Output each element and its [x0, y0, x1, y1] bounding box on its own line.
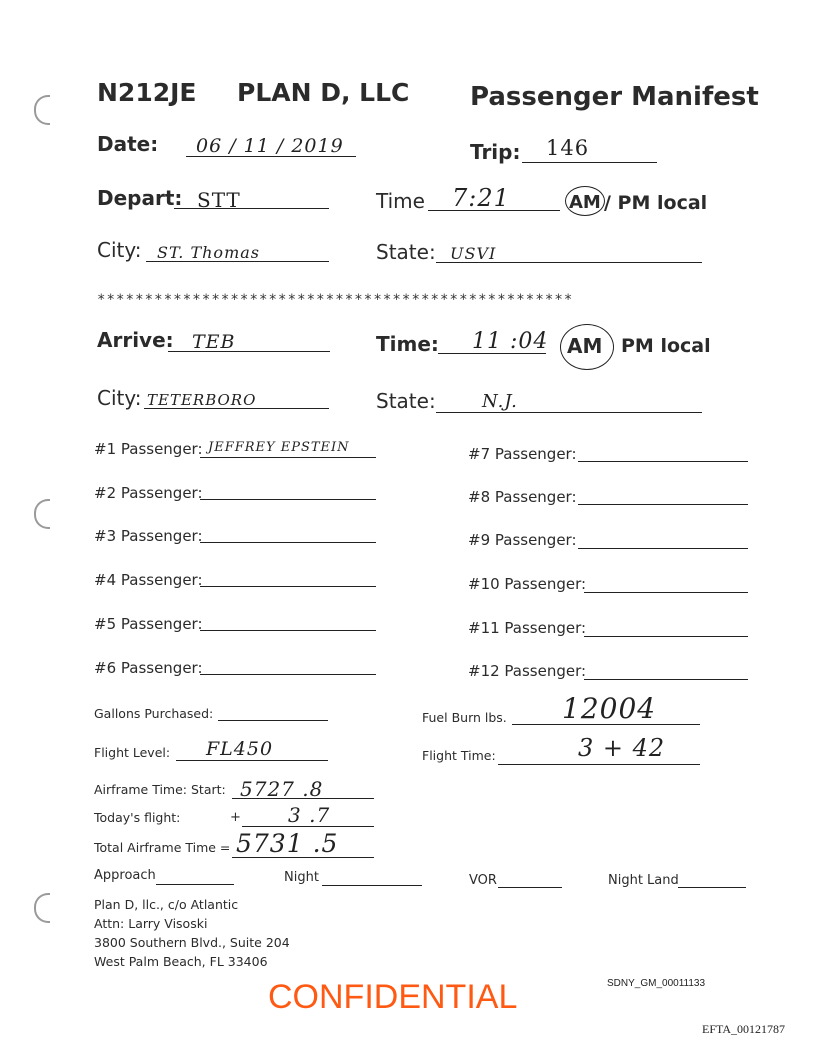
passenger-11-underline	[584, 636, 748, 637]
todays-flight-plus: +	[230, 810, 241, 825]
passenger-1-label: #1 Passenger:	[94, 440, 203, 458]
passenger-9-underline	[578, 548, 748, 549]
passenger-4-underline	[200, 586, 376, 587]
passenger-3-label: #3 Passenger:	[94, 527, 203, 545]
arrive-time-value[interactable]: 11 :04	[472, 329, 549, 354]
night-underline	[322, 885, 422, 886]
fuel-burn-underline	[512, 724, 700, 725]
arrive-state-underline	[436, 412, 702, 413]
arrive-state-label: State:	[376, 389, 436, 413]
passenger-12-label: #12 Passenger:	[468, 662, 587, 680]
depart-city-underline	[146, 261, 329, 262]
flight-level-value[interactable]: FL450	[206, 738, 274, 760]
flight-time-underline	[498, 764, 700, 765]
passenger-8-label: #8 Passenger:	[468, 488, 577, 506]
trip-underline	[522, 162, 657, 163]
total-airframe-label: Total Airframe Time =	[94, 840, 231, 855]
passenger-10-underline	[584, 592, 748, 593]
todays-flight-value[interactable]: 3 .7	[288, 803, 331, 827]
approach-underline	[156, 884, 234, 885]
separator-stars: **************************************************	[97, 292, 574, 308]
tail-number: N212JE	[97, 78, 197, 107]
address-line-2: Attn: Larry Visoski	[94, 916, 208, 931]
depart-state-label: State:	[376, 240, 436, 264]
passenger-12-underline	[584, 679, 748, 680]
gallons-purchased-label: Gallons Purchased:	[94, 706, 214, 721]
passenger-2-label: #2 Passenger:	[94, 484, 203, 502]
depart-time-value[interactable]: 7:21	[452, 184, 510, 212]
confidential-stamp: CONFIDENTIAL	[268, 978, 518, 1016]
company-name: PLAN D, LLC	[237, 78, 410, 107]
total-airframe-underline	[232, 857, 374, 858]
depart-value[interactable]: STT	[197, 188, 241, 212]
efta-bates-number: EFTA_00121787	[702, 1022, 786, 1036]
passenger-7-label: #7 Passenger:	[468, 445, 577, 463]
arrive-value[interactable]: TEB	[192, 331, 236, 353]
binder-hole-top	[34, 95, 50, 125]
depart-state-underline	[436, 262, 702, 263]
passenger-6-underline	[200, 674, 376, 675]
todays-flight-label: Today's flight:	[94, 810, 181, 825]
binder-hole-middle	[34, 499, 50, 529]
gallons-purchased-underline	[218, 720, 328, 721]
address-line-1: Plan D, llc., c/o Atlantic	[94, 897, 239, 912]
arrive-am[interactable]: AM	[567, 334, 603, 358]
date-underline	[186, 156, 356, 157]
passenger-8-underline	[578, 504, 748, 505]
flight-level-underline	[176, 760, 328, 761]
flight-time-value[interactable]: 3 + 42	[578, 734, 666, 762]
depart-time-underline	[428, 210, 560, 211]
passenger-2-underline	[200, 499, 376, 500]
arrive-label: Arrive:	[97, 328, 174, 352]
depart-city-value[interactable]: ST. Thomas	[157, 243, 260, 262]
depart-time-label: Time	[376, 189, 425, 213]
trip-value[interactable]: 146	[546, 136, 590, 160]
airframe-start-label: Airframe Time: Start:	[94, 782, 226, 797]
depart-city-label: City:	[97, 238, 142, 262]
passenger-3-underline	[200, 542, 376, 543]
arrive-underline	[168, 351, 330, 352]
airframe-start-value[interactable]: 5727 .8	[240, 777, 324, 801]
depart-underline	[174, 208, 329, 209]
arrive-city-underline	[144, 408, 329, 409]
night-land-label: Night Land	[608, 873, 679, 888]
sdny-bates-number: SDNY_GM_00011133	[607, 978, 706, 989]
flight-level-label: Flight Level:	[94, 745, 171, 760]
passenger-6-label: #6 Passenger:	[94, 659, 203, 677]
night-label: Night	[284, 870, 319, 885]
passenger-5-underline	[200, 630, 376, 631]
passenger-10-label: #10 Passenger:	[468, 575, 587, 593]
passenger-5-label: #5 Passenger:	[94, 615, 203, 633]
flight-time-label: Flight Time:	[422, 748, 496, 763]
todays-flight-underline	[242, 826, 374, 827]
airframe-start-underline	[232, 798, 374, 799]
total-airframe-value[interactable]: 5731 .5	[236, 829, 339, 858]
approach-label: Approach	[94, 868, 156, 883]
arrive-pm-local: PM local	[621, 335, 711, 357]
depart-state-value[interactable]: USVI	[450, 244, 497, 263]
night-land-underline	[678, 887, 746, 888]
passenger-1-underline	[200, 457, 376, 458]
fuel-burn-value[interactable]: 12004	[562, 692, 657, 725]
arrive-time-underline	[438, 353, 546, 354]
depart-pm-local: / PM local	[604, 192, 708, 214]
depart-label: Depart:	[97, 186, 183, 210]
address-line-4: West Palm Beach, FL 33406	[94, 954, 268, 969]
passenger-4-label: #4 Passenger:	[94, 571, 203, 589]
passenger-1-value[interactable]: JEFFREY EPSTEIN	[208, 440, 350, 455]
arrive-state-value[interactable]: N.J.	[482, 391, 518, 412]
arrive-city-value[interactable]: TETERBORO	[147, 391, 257, 409]
fuel-burn-label: Fuel Burn lbs.	[422, 710, 507, 725]
arrive-city-label: City:	[97, 386, 142, 410]
depart-am[interactable]: AM	[569, 192, 601, 213]
arrive-time-label: Time:	[376, 332, 439, 356]
passenger-7-underline	[578, 461, 748, 462]
address-line-3: 3800 Southern Blvd., Suite 204	[94, 935, 290, 950]
binder-hole-bottom	[34, 893, 50, 923]
passenger-11-label: #11 Passenger:	[468, 619, 587, 637]
date-value[interactable]: 06 / 11 / 2019	[196, 135, 344, 157]
vor-underline	[498, 887, 562, 888]
trip-label: Trip:	[470, 140, 521, 164]
passenger-9-label: #9 Passenger:	[468, 531, 577, 549]
date-label: Date:	[97, 132, 159, 156]
document-title: Passenger Manifest	[470, 82, 759, 112]
vor-label: VOR	[469, 873, 497, 888]
